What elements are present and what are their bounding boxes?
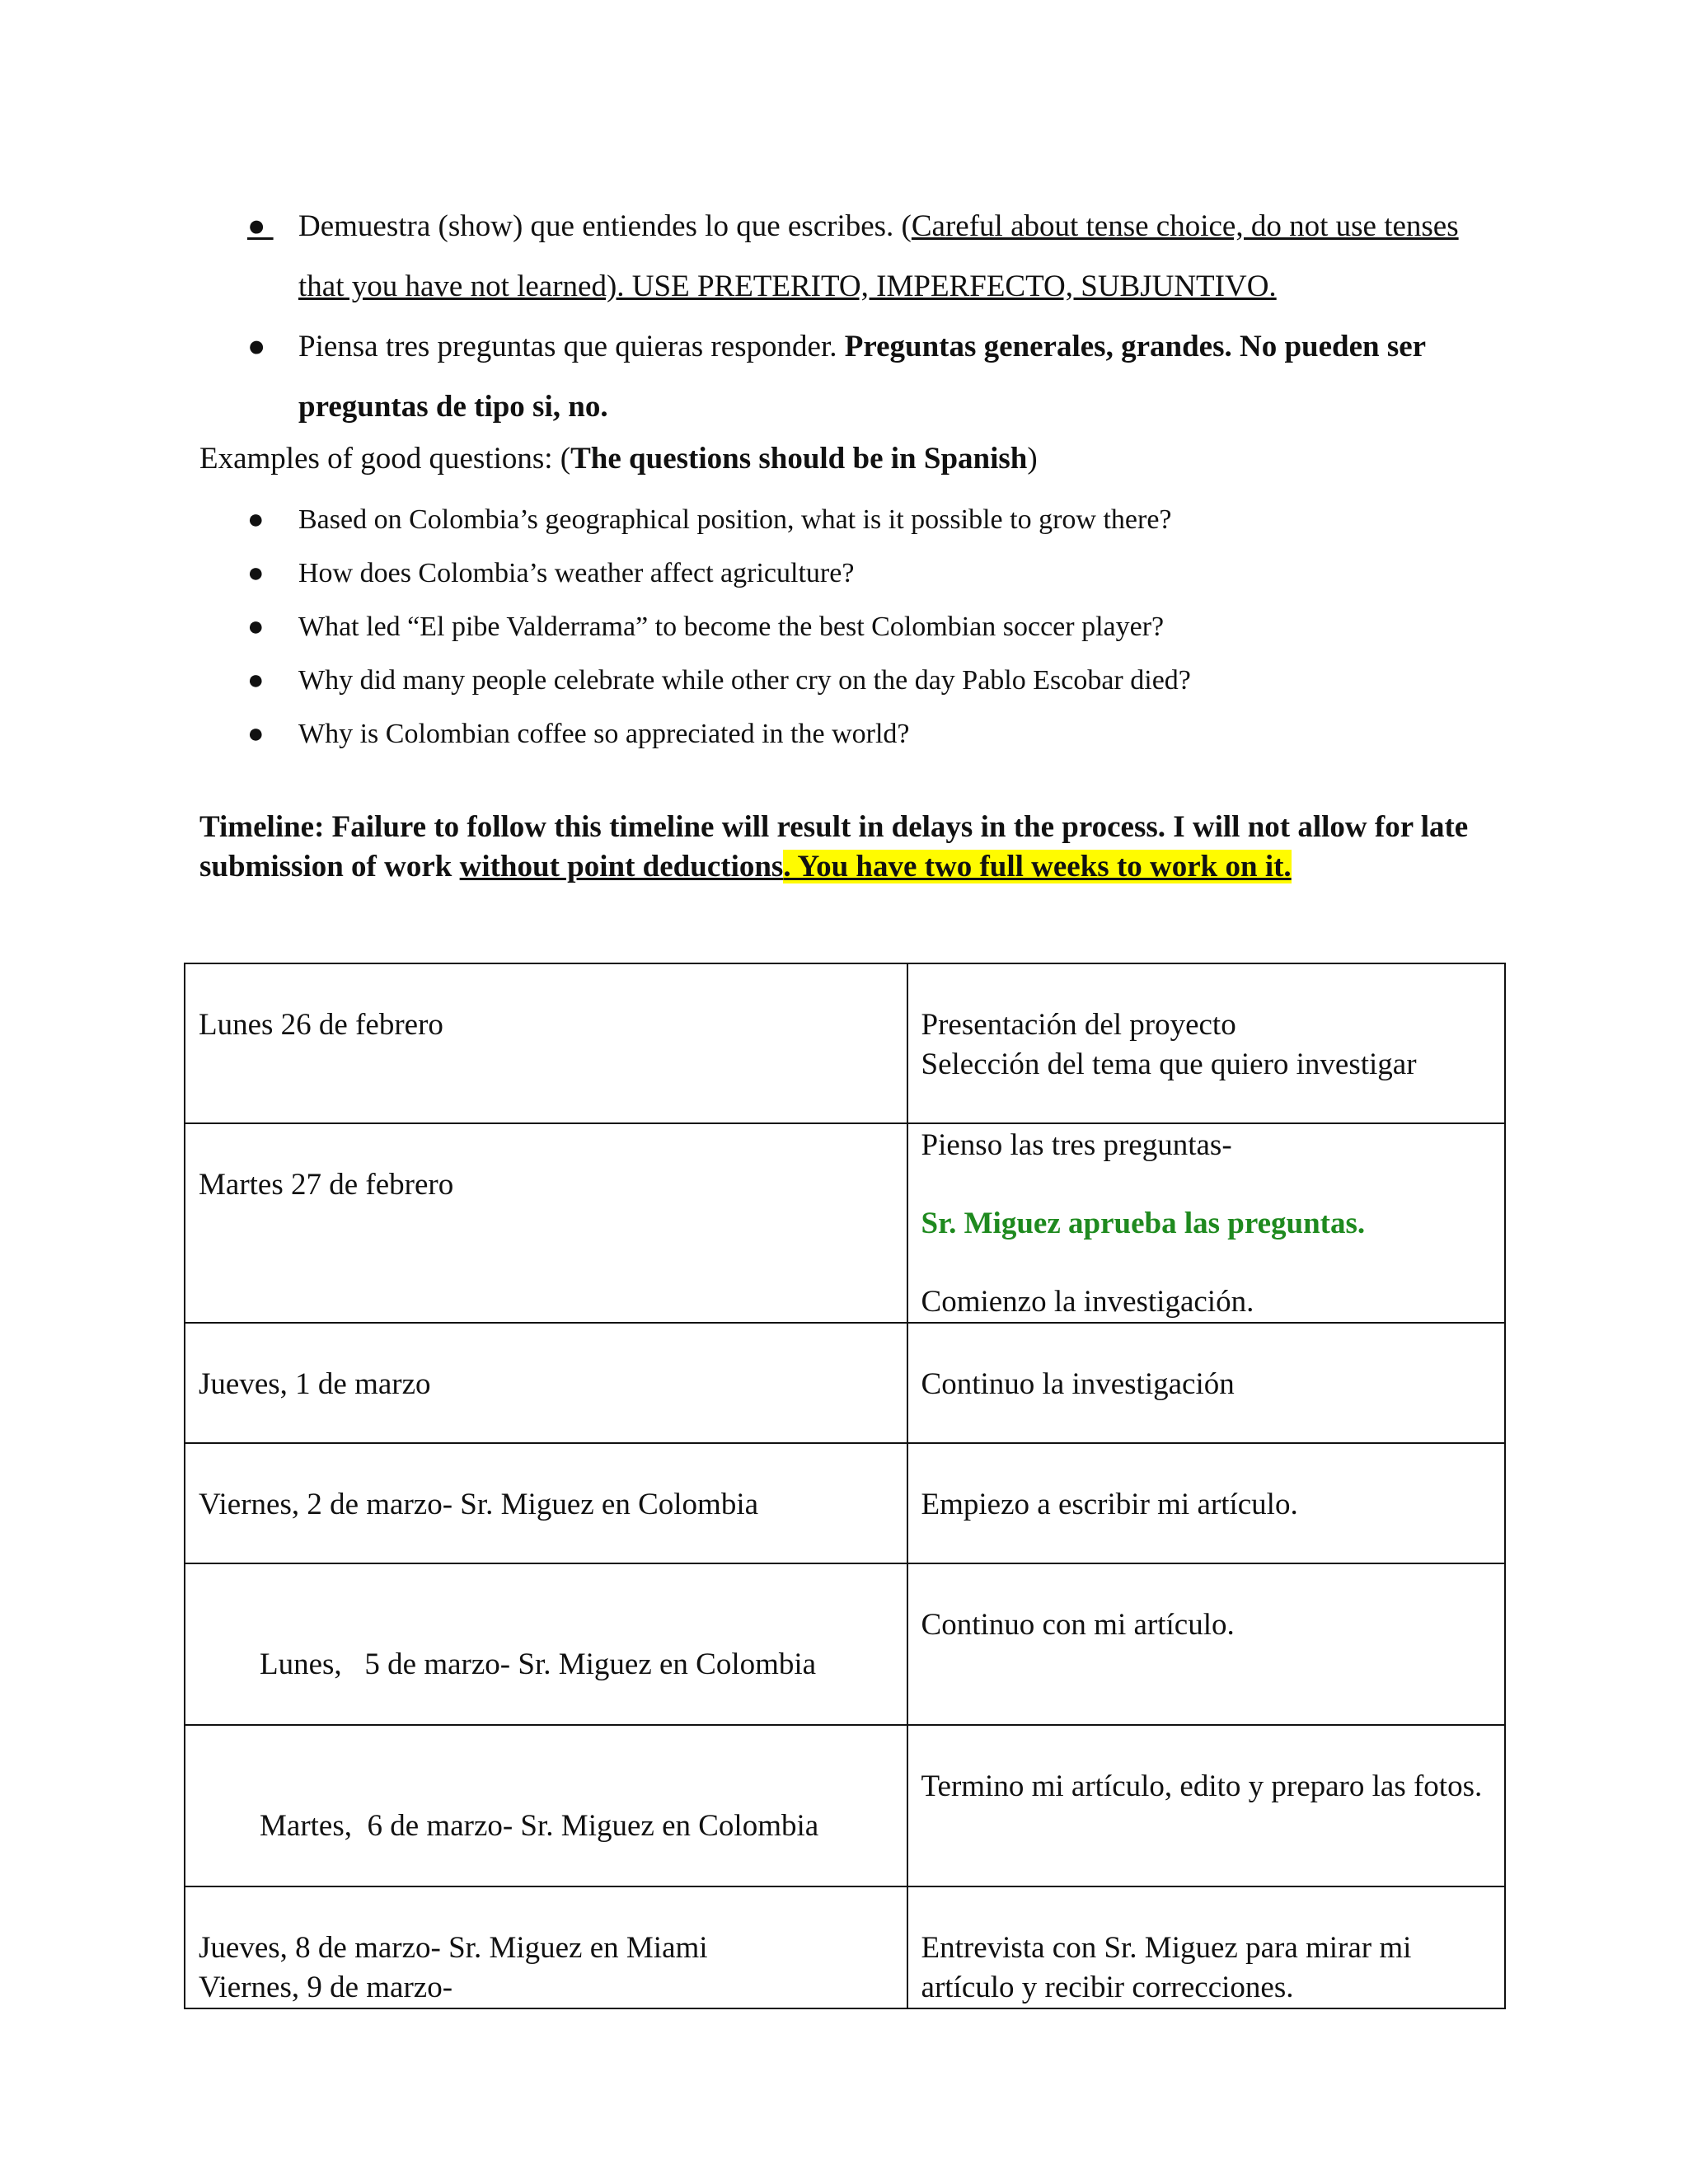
example-question: Why is Colombian coffee so appreciated in the world? <box>298 719 910 749</box>
date-cell <box>185 1123 907 1323</box>
example-question: Why did many people celebrate while other cry on the day Pablo Escobar died? <box>298 665 1191 696</box>
date-cell <box>185 1886 907 2008</box>
bullet-icon: ● <box>247 209 274 243</box>
list-item <box>247 707 1191 761</box>
example-question: How does Colombia’s weather affect agriculture? <box>298 558 855 588</box>
table-row <box>185 1725 1505 1886</box>
table-row <box>185 963 1505 1123</box>
date-text: Viernes, 9 de marzo- <box>199 1971 453 2004</box>
example-question: Based on Colombia’s geographical position, what is it possible to grow there? <box>298 504 1172 535</box>
date-cell <box>185 1323 907 1443</box>
examples-heading-suffix: ) <box>1027 442 1038 476</box>
list-item <box>247 600 1191 654</box>
task-text: Entrevista con Sr. Miguez para mirar mi artículo y recibir correcciones. <box>921 1931 1412 2004</box>
task-cell <box>907 1443 1505 1563</box>
timeline-note-text: Timeline: Failure to follow this timeline will result in delays in the process. I will not allow for late submission of work <box>199 810 1469 883</box>
bullet-icon: ● <box>247 558 265 588</box>
approval-text: Sr. Miguez aprueba las preguntas. <box>921 1207 1366 1240</box>
task-text: Empiezo a escribir mi artículo. <box>921 1488 1298 1521</box>
bullet-item-piensa <box>247 316 1484 437</box>
timeline-note-underlined: without point deductions <box>459 850 784 883</box>
instruction-bullets <box>247 196 1484 437</box>
task-cell <box>907 1563 1505 1725</box>
date-text: Lunes, 5 de marzo- Sr. Miguez en Colombia <box>260 1647 817 1681</box>
examples-heading-prefix: Examples of good questions: ( <box>199 442 571 476</box>
bullet-icon: ● <box>247 612 265 642</box>
task-cell <box>907 1123 1505 1323</box>
table-row <box>185 1886 1505 2008</box>
questions-requirement: Preguntas generales, grandes. No pueden ser preguntas de tipo si, no. <box>298 330 1426 424</box>
task-cell <box>907 1725 1505 1886</box>
timeline-note-highlight: . You have two full weeks to work on it. <box>783 850 1292 883</box>
date-text: Lunes 26 de febrero <box>199 1008 443 1042</box>
task-text: Continuo con mi artículo. <box>921 1608 1235 1642</box>
date-text: Viernes, 2 de marzo- Sr. Miguez en Colombia <box>199 1488 759 1521</box>
task-text: Pienso las tres preguntas- <box>921 1128 1232 1162</box>
date-text: Martes 27 de febrero <box>199 1168 454 1202</box>
example-question: What led “El pibe Valderrama” to become the best Colombian soccer player? <box>298 612 1165 642</box>
bullet-text: Demuestra (show) que entiendes lo que escribes. ( <box>298 209 912 243</box>
list-item <box>247 654 1191 707</box>
schedule-table <box>184 963 1506 2009</box>
table-row <box>185 1123 1505 1323</box>
task-text: Selección del tema que quiero investigar <box>921 1047 1417 1081</box>
examples-heading <box>199 430 1038 488</box>
table-row <box>185 1323 1505 1443</box>
date-text: Jueves, 1 de marzo <box>199 1367 431 1401</box>
task-text: Termino mi artículo, edito y preparo las fotos. <box>921 1769 1483 1803</box>
bullet-icon: ● <box>247 330 266 363</box>
date-text: Jueves, 8 de marzo- Sr. Miguez en Miami <box>199 1931 708 1965</box>
date-text: Martes, 6 de marzo- Sr. Miguez en Colombia <box>260 1809 819 1843</box>
bullet-icon: ● <box>247 665 265 696</box>
task-cell <box>907 1323 1505 1443</box>
task-cell <box>907 1886 1505 2008</box>
task-cell <box>907 963 1505 1123</box>
bullet-icon: ● <box>247 719 265 749</box>
list-item <box>247 493 1191 546</box>
date-cell <box>185 1725 907 1886</box>
list-item <box>247 546 1191 600</box>
task-text: Presentación del proyecto <box>921 1008 1236 1042</box>
date-cell <box>185 1563 907 1725</box>
bullet-icon: ● <box>247 504 265 535</box>
timeline-note <box>199 808 1485 887</box>
task-text: Comienzo la investigación. <box>921 1285 1254 1319</box>
tense-warning: Careful about tense choice, do not use tenses that you have not learned). USE PRETERITO, IMPERFECTO, SUBJUNTIVO. <box>298 209 1459 303</box>
example-questions-list <box>247 493 1191 761</box>
table-row <box>185 1443 1505 1563</box>
bullet-item-demuestra <box>247 196 1484 316</box>
table-row <box>185 1563 1505 1725</box>
date-cell <box>185 1443 907 1563</box>
task-text: Continuo la investigación <box>921 1367 1235 1401</box>
date-cell <box>185 963 907 1123</box>
examples-heading-bold: The questions should be in Spanish <box>570 442 1028 476</box>
bullet-text: Piensa tres preguntas que quieras responder. <box>298 330 845 363</box>
